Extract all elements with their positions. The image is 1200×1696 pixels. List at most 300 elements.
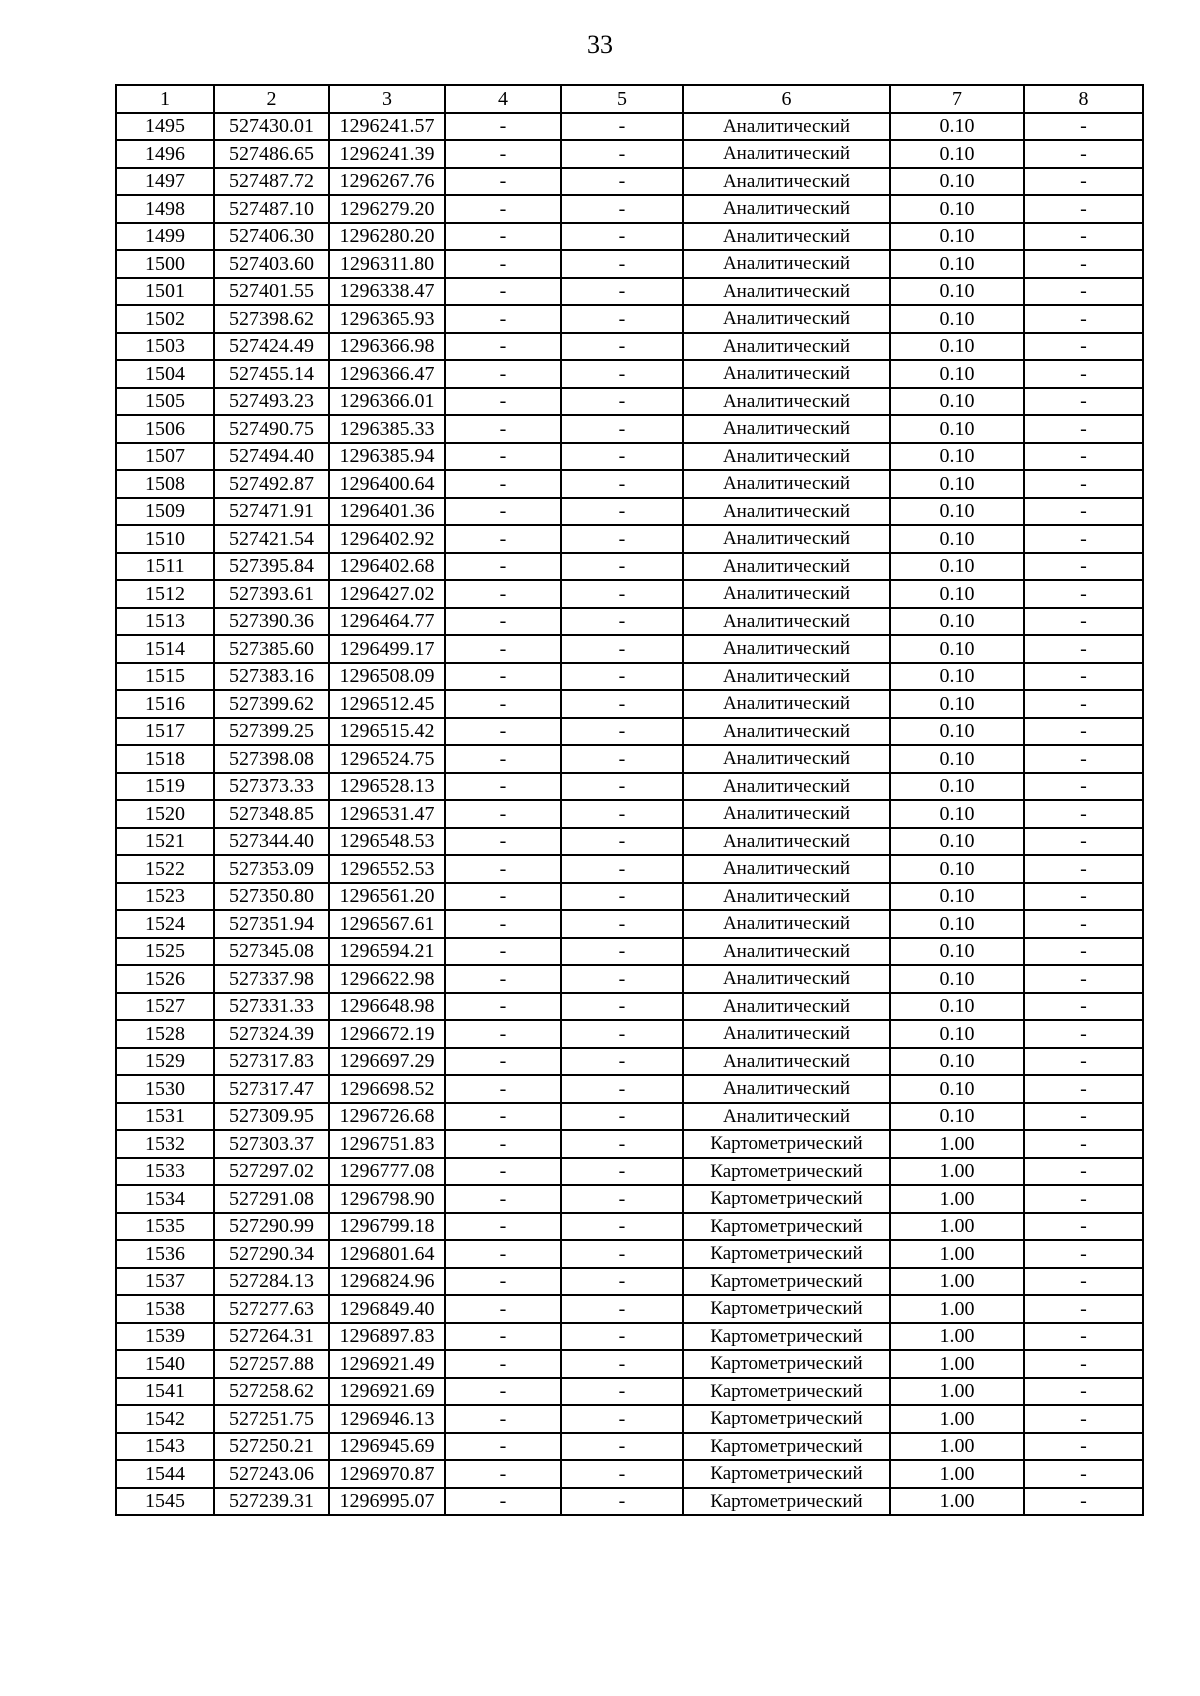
- table-cell-col-4: -: [445, 745, 561, 773]
- table-cell-col-1: 1519: [116, 773, 214, 801]
- table-cell-col-3: 1296402.68: [329, 553, 445, 581]
- table-cell-col-6: Аналитический: [683, 360, 890, 388]
- table-cell-col-2: 527399.62: [214, 690, 329, 718]
- table-cell-col-1: 1517: [116, 718, 214, 746]
- table-cell-col-8: -: [1024, 993, 1143, 1021]
- table-row: [116, 388, 1143, 416]
- table-cell-col-4: -: [445, 1433, 561, 1461]
- table-cell-col-1: 1505: [116, 388, 214, 416]
- table-row: [116, 690, 1143, 718]
- table-cell-col-7: 1.00: [890, 1323, 1024, 1351]
- table-cell-col-6: Картометрический: [683, 1295, 890, 1323]
- table-cell-col-1: 1542: [116, 1405, 214, 1433]
- table-cell-col-4: -: [445, 498, 561, 526]
- table-cell-col-5: -: [561, 800, 683, 828]
- coordinates-table: [115, 84, 1144, 1516]
- table-row: [116, 250, 1143, 278]
- table-cell-col-5: -: [561, 938, 683, 966]
- table-cell-col-3: 1296897.83: [329, 1323, 445, 1351]
- table-cell-col-6: Аналитический: [683, 553, 890, 581]
- table-cell-col-6: Аналитический: [683, 745, 890, 773]
- table-cell-col-1: 1506: [116, 415, 214, 443]
- table-cell-col-5: -: [561, 195, 683, 223]
- table-cell-col-7: 0.10: [890, 635, 1024, 663]
- table-cell-col-1: 1501: [116, 278, 214, 306]
- table-cell-col-5: -: [561, 250, 683, 278]
- table-cell-col-8: -: [1024, 608, 1143, 636]
- table-cell-col-1: 1520: [116, 800, 214, 828]
- table-cell-col-4: -: [445, 168, 561, 196]
- table-cell-col-4: -: [445, 1213, 561, 1241]
- table-cell-col-1: 1502: [116, 305, 214, 333]
- table-cell-col-6: Аналитический: [683, 415, 890, 443]
- table-cell-col-7: 0.10: [890, 938, 1024, 966]
- table-row: [116, 305, 1143, 333]
- table-cell-col-2: 527493.23: [214, 388, 329, 416]
- table-cell-col-7: 1.00: [890, 1130, 1024, 1158]
- table-cell-col-2: 527264.31: [214, 1323, 329, 1351]
- table-cell-col-8: -: [1024, 1295, 1143, 1323]
- table-cell-col-4: -: [445, 113, 561, 141]
- table-cell-col-7: 0.10: [890, 1020, 1024, 1048]
- table-cell-col-4: -: [445, 635, 561, 663]
- table-cell-col-6: Аналитический: [683, 690, 890, 718]
- table-cell-col-4: -: [445, 1075, 561, 1103]
- table-cell-col-6: Картометрический: [683, 1213, 890, 1241]
- table-cell-col-5: -: [561, 278, 683, 306]
- table-cell-col-2: 527398.08: [214, 745, 329, 773]
- table-cell-col-4: -: [445, 580, 561, 608]
- table-cell-col-6: Аналитический: [683, 195, 890, 223]
- table-cell-col-5: -: [561, 1020, 683, 1048]
- table-cell-col-7: 0.10: [890, 663, 1024, 691]
- table-cell-col-6: Аналитический: [683, 1020, 890, 1048]
- table-cell-col-8: -: [1024, 1185, 1143, 1213]
- table-cell-col-8: -: [1024, 113, 1143, 141]
- table-cell-col-2: 527284.13: [214, 1268, 329, 1296]
- table-cell-col-4: -: [445, 1130, 561, 1158]
- table-cell-col-3: 1296464.77: [329, 608, 445, 636]
- table-cell-col-5: -: [561, 690, 683, 718]
- table-cell-col-8: -: [1024, 195, 1143, 223]
- table-cell-col-7: 0.10: [890, 580, 1024, 608]
- table-cell-col-8: -: [1024, 745, 1143, 773]
- table-cell-col-7: 1.00: [890, 1405, 1024, 1433]
- table-cell-col-4: -: [445, 1460, 561, 1488]
- table-cell-col-3: 1296561.20: [329, 883, 445, 911]
- table-cell-col-3: 1296280.20: [329, 223, 445, 251]
- table-cell-col-6: Картометрический: [683, 1350, 890, 1378]
- table-row: [116, 1240, 1143, 1268]
- table-cell-col-8: -: [1024, 333, 1143, 361]
- table-row: [116, 1103, 1143, 1131]
- table-cell-col-1: 1515: [116, 663, 214, 691]
- table-row: [116, 1185, 1143, 1213]
- table-cell-col-7: 1.00: [890, 1460, 1024, 1488]
- table-cell-col-7: 0.10: [890, 388, 1024, 416]
- table-cell-col-2: 527398.62: [214, 305, 329, 333]
- table-cell-col-2: 527383.16: [214, 663, 329, 691]
- table-cell-col-5: -: [561, 718, 683, 746]
- table-row: [116, 333, 1143, 361]
- table-cell-col-4: -: [445, 773, 561, 801]
- table-cell-col-6: Аналитический: [683, 608, 890, 636]
- table-cell-col-8: -: [1024, 580, 1143, 608]
- table-cell-col-3: 1296799.18: [329, 1213, 445, 1241]
- table-cell-col-7: 0.10: [890, 965, 1024, 993]
- table-cell-col-1: 1540: [116, 1350, 214, 1378]
- table-cell-col-6: Аналитический: [683, 883, 890, 911]
- table-cell-col-7: 1.00: [890, 1185, 1024, 1213]
- page-number: 33: [587, 30, 613, 59]
- table-cell-col-3: 1296366.01: [329, 388, 445, 416]
- table-cell-col-6: Аналитический: [683, 333, 890, 361]
- table-cell-col-4: -: [445, 250, 561, 278]
- table-cell-col-2: 527486.65: [214, 140, 329, 168]
- table-cell-col-8: -: [1024, 1048, 1143, 1076]
- table-row: [116, 745, 1143, 773]
- table-cell-col-6: Аналитический: [683, 635, 890, 663]
- table-cell-col-5: -: [561, 553, 683, 581]
- table-cell-col-4: -: [445, 1158, 561, 1186]
- table-cell-col-3: 1296921.69: [329, 1378, 445, 1406]
- table-cell-col-3: 1296849.40: [329, 1295, 445, 1323]
- table-cell-col-2: 527487.10: [214, 195, 329, 223]
- table-row: [116, 1460, 1143, 1488]
- table-cell-col-7: 0.10: [890, 360, 1024, 388]
- table-cell-col-2: 527309.95: [214, 1103, 329, 1131]
- table-cell-col-1: 1524: [116, 910, 214, 938]
- table-cell-col-5: -: [561, 443, 683, 471]
- table-cell-col-8: -: [1024, 1020, 1143, 1048]
- table-cell-col-3: 1296567.61: [329, 910, 445, 938]
- table-cell-col-8: -: [1024, 1350, 1143, 1378]
- table-cell-col-7: 0.10: [890, 718, 1024, 746]
- table-row: [116, 855, 1143, 883]
- table-cell-col-8: -: [1024, 223, 1143, 251]
- table-cell-col-8: -: [1024, 1488, 1143, 1516]
- table-cell-col-7: 1.00: [890, 1488, 1024, 1516]
- table-cell-col-4: -: [445, 1488, 561, 1516]
- table-row: [116, 1268, 1143, 1296]
- table-cell-col-2: 527399.25: [214, 718, 329, 746]
- table-cell-col-2: 527290.34: [214, 1240, 329, 1268]
- table-cell-col-5: -: [561, 1103, 683, 1131]
- table-cell-col-6: Аналитический: [683, 278, 890, 306]
- table-cell-col-1: 1532: [116, 1130, 214, 1158]
- table-cell-col-1: 1510: [116, 525, 214, 553]
- table-cell-col-2: 527353.09: [214, 855, 329, 883]
- table-cell-col-7: 0.10: [890, 910, 1024, 938]
- table-cell-col-4: -: [445, 1323, 561, 1351]
- table-cell-col-4: -: [445, 1268, 561, 1296]
- table-cell-col-8: -: [1024, 1075, 1143, 1103]
- table-cell-col-5: -: [561, 498, 683, 526]
- table-cell-col-8: -: [1024, 965, 1143, 993]
- table-cell-col-6: Картометрический: [683, 1378, 890, 1406]
- table-cell-col-4: -: [445, 525, 561, 553]
- table-cell-col-7: 0.10: [890, 525, 1024, 553]
- table-cell-col-5: -: [561, 773, 683, 801]
- table-row: [116, 168, 1143, 196]
- table-cell-col-5: -: [561, 140, 683, 168]
- table-cell-col-7: 0.10: [890, 1103, 1024, 1131]
- table-cell-col-6: Аналитический: [683, 663, 890, 691]
- table-row: [116, 910, 1143, 938]
- table-cell-col-7: 0.10: [890, 168, 1024, 196]
- table-cell-col-1: 1543: [116, 1433, 214, 1461]
- table-body: [116, 113, 1143, 1516]
- table-cell-col-6: Аналитический: [683, 1075, 890, 1103]
- table-cell-col-2: 527421.54: [214, 525, 329, 553]
- table-cell-col-7: 0.10: [890, 773, 1024, 801]
- table-cell-col-4: -: [445, 663, 561, 691]
- table-cell-col-1: 1544: [116, 1460, 214, 1488]
- table-cell-col-1: 1545: [116, 1488, 214, 1516]
- table-cell-col-1: 1497: [116, 168, 214, 196]
- table-cell-col-8: -: [1024, 910, 1143, 938]
- table-cell-col-2: 527406.30: [214, 223, 329, 251]
- table-cell-col-7: 1.00: [890, 1350, 1024, 1378]
- table-cell-col-7: 0.10: [890, 800, 1024, 828]
- table-cell-col-3: 1296622.98: [329, 965, 445, 993]
- table-cell-col-3: 1296945.69: [329, 1433, 445, 1461]
- table-cell-col-6: Аналитический: [683, 1048, 890, 1076]
- table-cell-col-2: 527317.83: [214, 1048, 329, 1076]
- table-cell-col-4: -: [445, 1048, 561, 1076]
- table-cell-col-2: 527257.88: [214, 1350, 329, 1378]
- table-row: [116, 635, 1143, 663]
- table-cell-col-1: 1533: [116, 1158, 214, 1186]
- table-cell-col-5: -: [561, 910, 683, 938]
- table-cell-col-1: 1509: [116, 498, 214, 526]
- table-cell-col-8: -: [1024, 388, 1143, 416]
- table-cell-col-5: -: [561, 1268, 683, 1296]
- table-cell-col-7: 0.10: [890, 278, 1024, 306]
- table-cell-col-6: Картометрический: [683, 1433, 890, 1461]
- table-cell-col-6: Аналитический: [683, 113, 890, 141]
- table-cell-col-7: 0.10: [890, 223, 1024, 251]
- table-cell-col-2: 527344.40: [214, 828, 329, 856]
- table-cell-col-3: 1296400.64: [329, 470, 445, 498]
- table-cell-col-3: 1296311.80: [329, 250, 445, 278]
- table-row: [116, 415, 1143, 443]
- table-cell-col-6: Аналитический: [683, 470, 890, 498]
- table-cell-col-1: 1508: [116, 470, 214, 498]
- table-cell-col-3: 1296515.42: [329, 718, 445, 746]
- table-cell-col-4: -: [445, 910, 561, 938]
- table-cell-col-4: -: [445, 690, 561, 718]
- table-cell-col-2: 527345.08: [214, 938, 329, 966]
- table-cell-col-3: 1296698.52: [329, 1075, 445, 1103]
- table-cell-col-3: 1296427.02: [329, 580, 445, 608]
- table-cell-col-1: 1514: [116, 635, 214, 663]
- table-cell-col-1: 1538: [116, 1295, 214, 1323]
- table-cell-col-8: -: [1024, 773, 1143, 801]
- table-row: [116, 470, 1143, 498]
- table-cell-col-3: 1296366.47: [329, 360, 445, 388]
- table-cell-col-3: 1296970.87: [329, 1460, 445, 1488]
- table-cell-col-3: 1296531.47: [329, 800, 445, 828]
- table-cell-col-8: -: [1024, 250, 1143, 278]
- table-cell-col-7: 0.10: [890, 855, 1024, 883]
- table-row: [116, 223, 1143, 251]
- table-cell-col-3: 1296594.21: [329, 938, 445, 966]
- table-row: [116, 1158, 1143, 1186]
- table-cell-col-1: 1541: [116, 1378, 214, 1406]
- table-cell-col-7: 0.10: [890, 443, 1024, 471]
- table-cell-col-5: -: [561, 1185, 683, 1213]
- table-cell-col-5: -: [561, 168, 683, 196]
- table-cell-col-3: 1296824.96: [329, 1268, 445, 1296]
- table-row: [116, 663, 1143, 691]
- table-cell-col-4: -: [445, 938, 561, 966]
- table-cell-col-3: 1296777.08: [329, 1158, 445, 1186]
- table-cell-col-1: 1518: [116, 745, 214, 773]
- table-cell-col-2: 527393.61: [214, 580, 329, 608]
- table-cell-col-5: -: [561, 360, 683, 388]
- table-cell-col-8: -: [1024, 360, 1143, 388]
- table-cell-col-5: -: [561, 1048, 683, 1076]
- table-cell-col-2: 527395.84: [214, 553, 329, 581]
- table-cell-col-6: Аналитический: [683, 305, 890, 333]
- table-row: [116, 800, 1143, 828]
- table-row: [116, 278, 1143, 306]
- header-row: [116, 85, 1143, 113]
- table-row: [116, 1488, 1143, 1516]
- table-cell-col-4: -: [445, 140, 561, 168]
- table-cell-col-6: Аналитический: [683, 525, 890, 553]
- table-row: [116, 580, 1143, 608]
- table-cell-col-3: 1296512.45: [329, 690, 445, 718]
- table-cell-col-3: 1296524.75: [329, 745, 445, 773]
- table-row: [116, 553, 1143, 581]
- table-cell-col-2: 527291.08: [214, 1185, 329, 1213]
- table-cell-col-7: 0.10: [890, 333, 1024, 361]
- table-cell-col-4: -: [445, 1020, 561, 1048]
- table-cell-col-8: -: [1024, 883, 1143, 911]
- table-cell-col-4: -: [445, 608, 561, 636]
- table-cell-col-8: -: [1024, 718, 1143, 746]
- table-cell-col-2: 527290.99: [214, 1213, 329, 1241]
- table-cell-col-2: 527243.06: [214, 1460, 329, 1488]
- table-cell-col-3: 1296365.93: [329, 305, 445, 333]
- table-cell-col-3: 1296385.33: [329, 415, 445, 443]
- table-cell-col-2: 527258.62: [214, 1378, 329, 1406]
- table-row: [116, 773, 1143, 801]
- table-row: [116, 1075, 1143, 1103]
- table-cell-col-5: -: [561, 1460, 683, 1488]
- table-cell-col-3: 1296366.98: [329, 333, 445, 361]
- table-cell-col-2: 527337.98: [214, 965, 329, 993]
- table-cell-col-7: 0.10: [890, 113, 1024, 141]
- table-cell-col-8: -: [1024, 1378, 1143, 1406]
- table-cell-col-5: -: [561, 1488, 683, 1516]
- table-cell-col-7: 0.10: [890, 553, 1024, 581]
- table-cell-col-5: -: [561, 883, 683, 911]
- table-cell-col-6: Картометрический: [683, 1185, 890, 1213]
- table-cell-col-2: 527297.02: [214, 1158, 329, 1186]
- table-cell-col-7: 0.10: [890, 1075, 1024, 1103]
- table-cell-col-1: 1498: [116, 195, 214, 223]
- table-cell-col-7: 1.00: [890, 1213, 1024, 1241]
- table-cell-col-8: -: [1024, 525, 1143, 553]
- table-cell-col-2: 527317.47: [214, 1075, 329, 1103]
- table-cell-col-4: -: [445, 1350, 561, 1378]
- table-cell-col-2: 527390.36: [214, 608, 329, 636]
- table-cell-col-4: -: [445, 965, 561, 993]
- table-cell-col-1: 1521: [116, 828, 214, 856]
- table-cell-col-7: 0.10: [890, 690, 1024, 718]
- table-cell-col-4: -: [445, 1295, 561, 1323]
- table-cell-col-1: 1537: [116, 1268, 214, 1296]
- table-row: [116, 1130, 1143, 1158]
- table-cell-col-6: Аналитический: [683, 388, 890, 416]
- table-cell-col-4: -: [445, 360, 561, 388]
- table-cell-col-6: Аналитический: [683, 938, 890, 966]
- table-cell-col-2: 527239.31: [214, 1488, 329, 1516]
- table-cell-col-5: -: [561, 305, 683, 333]
- table-cell-col-5: -: [561, 525, 683, 553]
- table-cell-col-5: -: [561, 663, 683, 691]
- table-cell-col-2: 527373.33: [214, 773, 329, 801]
- table-cell-col-4: -: [445, 1240, 561, 1268]
- table-cell-col-4: -: [445, 993, 561, 1021]
- table-cell-col-6: Аналитический: [683, 168, 890, 196]
- table-cell-col-7: 0.10: [890, 993, 1024, 1021]
- table-cell-col-1: 1500: [116, 250, 214, 278]
- table-cell-col-2: 527350.80: [214, 883, 329, 911]
- table-cell-col-5: -: [561, 1433, 683, 1461]
- table-cell-col-1: 1499: [116, 223, 214, 251]
- table-cell-col-1: 1511: [116, 553, 214, 581]
- table-cell-col-2: 527494.40: [214, 443, 329, 471]
- table-cell-col-6: Аналитический: [683, 580, 890, 608]
- table-cell-col-4: -: [445, 443, 561, 471]
- table-cell-col-4: -: [445, 1405, 561, 1433]
- table-cell-col-7: 1.00: [890, 1378, 1024, 1406]
- table-cell-col-1: 1535: [116, 1213, 214, 1241]
- table-cell-col-7: 0.10: [890, 1048, 1024, 1076]
- table-cell-col-2: 527490.75: [214, 415, 329, 443]
- table-row: [116, 1323, 1143, 1351]
- table-cell-col-4: -: [445, 195, 561, 223]
- table-cell-col-5: -: [561, 1130, 683, 1158]
- table-cell-col-4: -: [445, 718, 561, 746]
- table-cell-col-8: -: [1024, 498, 1143, 526]
- table-row: [116, 993, 1143, 1021]
- table-cell-col-2: 527324.39: [214, 1020, 329, 1048]
- table-cell-col-5: -: [561, 333, 683, 361]
- column-header-2: 2: [214, 85, 329, 113]
- table-row: [116, 828, 1143, 856]
- table-cell-col-1: 1512: [116, 580, 214, 608]
- table-cell-col-6: Аналитический: [683, 993, 890, 1021]
- table-cell-col-5: -: [561, 1213, 683, 1241]
- table-cell-col-6: Аналитический: [683, 718, 890, 746]
- table-cell-col-6: Картометрический: [683, 1405, 890, 1433]
- column-header-5: 5: [561, 85, 683, 113]
- table-cell-col-3: 1296995.07: [329, 1488, 445, 1516]
- table-cell-col-1: 1539: [116, 1323, 214, 1351]
- table-cell-col-8: -: [1024, 1103, 1143, 1131]
- table-cell-col-2: 527351.94: [214, 910, 329, 938]
- table-cell-col-7: 0.10: [890, 250, 1024, 278]
- table-cell-col-5: -: [561, 223, 683, 251]
- table-cell-col-7: 0.10: [890, 195, 1024, 223]
- table-cell-col-7: 1.00: [890, 1158, 1024, 1186]
- table-row: [116, 938, 1143, 966]
